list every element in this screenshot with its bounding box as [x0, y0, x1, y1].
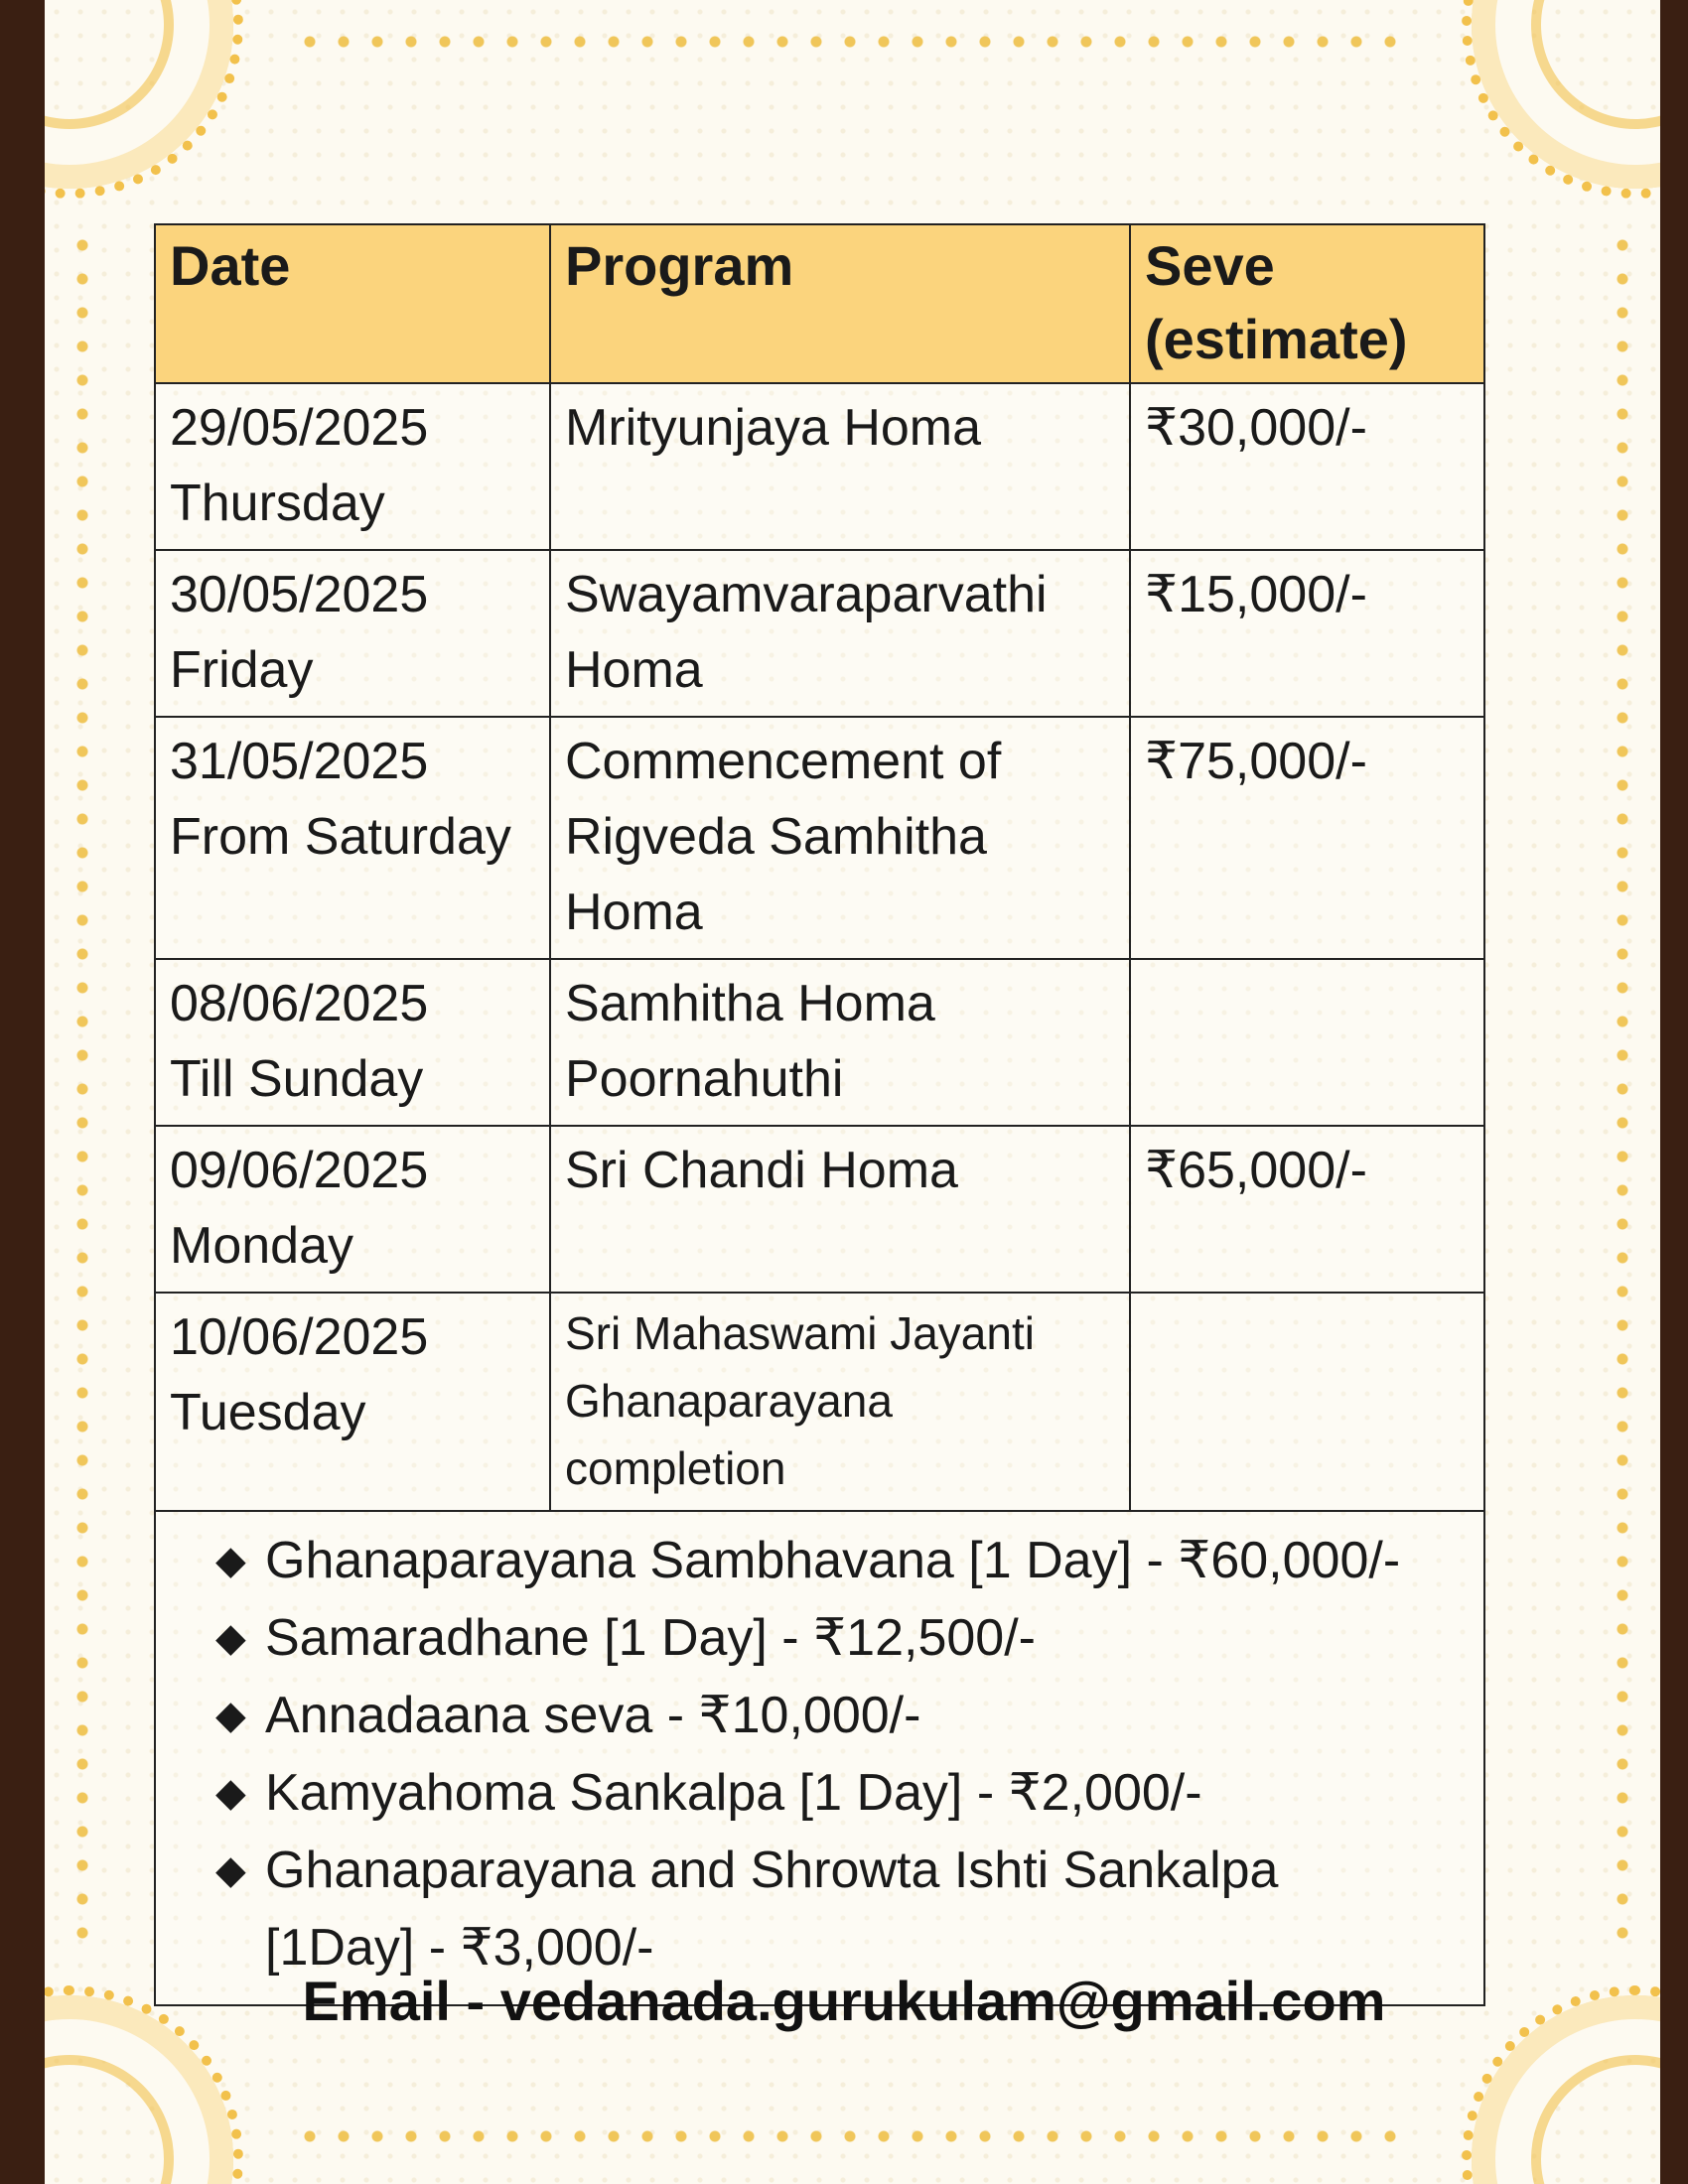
seva-note-item [215, 1522, 1474, 1599]
seva-notes-row [155, 1511, 1484, 2005]
program-line: Ghanaparayana [565, 1375, 893, 1427]
seva-note-text: Kamyahoma Sankalpa [1 Day] - ₹2,000/- [265, 1764, 1202, 1822]
corner-mandala-top-right [1462, 0, 1660, 199]
day-value: Friday [170, 641, 314, 699]
seva-note-text: Annadaana seva - ₹10,000/- [265, 1687, 921, 1744]
diamond-bullet-icon: ◆ [215, 1616, 246, 1660]
seve-cell: ₹30,000/- [1130, 383, 1484, 550]
left-border-ornament [72, 228, 92, 1956]
seva-note-text: Ghanaparayana and Shrowta Ishti Sankalpa [265, 1842, 1279, 1899]
right-border-ornament [1613, 228, 1632, 1956]
program-line: Sri Chandi Homa [565, 1142, 958, 1199]
corner-mandala-top-left [45, 0, 243, 199]
top-border-ornament [293, 32, 1412, 52]
program-line: Sri Mahaswami Jayanti [565, 1307, 1035, 1359]
date-cell [155, 959, 550, 1126]
program-line: Commencement of [565, 733, 1002, 790]
program-line: Swayamvaraparvathi [565, 566, 1048, 623]
day-value: Monday [170, 1217, 353, 1275]
diamond-bullet-icon: ◆ [215, 1771, 246, 1815]
program-line: Homa [565, 641, 703, 699]
seve-cell: ₹15,000/- [1130, 550, 1484, 717]
table-row [155, 1293, 1484, 1511]
diamond-bullet-icon: ◆ [215, 1694, 246, 1737]
date-value: 09/06/2025 [170, 1142, 429, 1199]
contact-email: Email - vedanada.gurukulam@gmail.com [302, 1970, 1386, 2032]
date-value: 10/06/2025 [170, 1308, 429, 1366]
bottom-border-ornament [293, 2126, 1412, 2146]
seve-cell [1130, 1293, 1484, 1511]
seva-note-text: Samaradhane [1 Day] - ₹12,500/- [265, 1609, 1036, 1667]
header-seve: Seve (estimate) [1130, 224, 1484, 383]
seva-note-item [215, 1599, 1474, 1677]
date-value: 29/05/2025 [170, 399, 429, 457]
program-cell [550, 1126, 1130, 1293]
date-cell [155, 1126, 550, 1293]
seva-notes-cell [155, 1511, 1484, 2005]
diamond-bullet-icon: ◆ [215, 1539, 246, 1582]
program-cell [550, 1293, 1130, 1511]
table-row [155, 383, 1484, 550]
seva-note-text: Ghanaparayana Sambhavana [1 Day] - ₹60,000/- [265, 1532, 1401, 1589]
program-line: Homa [565, 884, 703, 941]
table-row [155, 959, 1484, 1126]
program-line: completion [565, 1442, 786, 1494]
seva-note-item [215, 1677, 1474, 1754]
day-value: Tuesday [170, 1384, 366, 1441]
day-value: Till Sunday [170, 1050, 424, 1108]
seva-note-item [215, 1754, 1474, 1832]
date-cell [155, 550, 550, 717]
header-program: Program [550, 224, 1130, 383]
table-header-row [155, 224, 1484, 383]
date-cell [155, 1293, 550, 1511]
program-cell [550, 550, 1130, 717]
day-value: From Saturday [170, 808, 511, 866]
program-cell [550, 959, 1130, 1126]
table-row [155, 550, 1484, 717]
program-schedule-table [154, 223, 1485, 2006]
program-line: Mrityunjaya Homa [565, 399, 982, 457]
seve-cell: ₹75,000/- [1130, 717, 1484, 959]
seve-cell: ₹65,000/- [1130, 1126, 1484, 1293]
program-cell [550, 717, 1130, 959]
program-cell [550, 383, 1130, 550]
table-row [155, 1126, 1484, 1293]
table-row [155, 717, 1484, 959]
date-cell [155, 383, 550, 550]
seva-note-item [215, 1832, 1474, 1909]
date-cell [155, 717, 550, 959]
program-line: Rigveda Samhitha [565, 808, 987, 866]
date-value: 31/05/2025 [170, 733, 429, 790]
date-value: 08/06/2025 [170, 975, 429, 1032]
diamond-bullet-icon: ◆ [215, 1848, 246, 1892]
header-date: Date [155, 224, 550, 383]
seve-cell [1130, 959, 1484, 1126]
day-value: Thursday [170, 475, 385, 532]
note-continuation: [1Day] - ₹3,000/- [265, 1919, 654, 1977]
program-line: Samhitha Homa [565, 975, 935, 1032]
date-value: 30/05/2025 [170, 566, 429, 623]
program-line: Poornahuthi [565, 1050, 844, 1108]
